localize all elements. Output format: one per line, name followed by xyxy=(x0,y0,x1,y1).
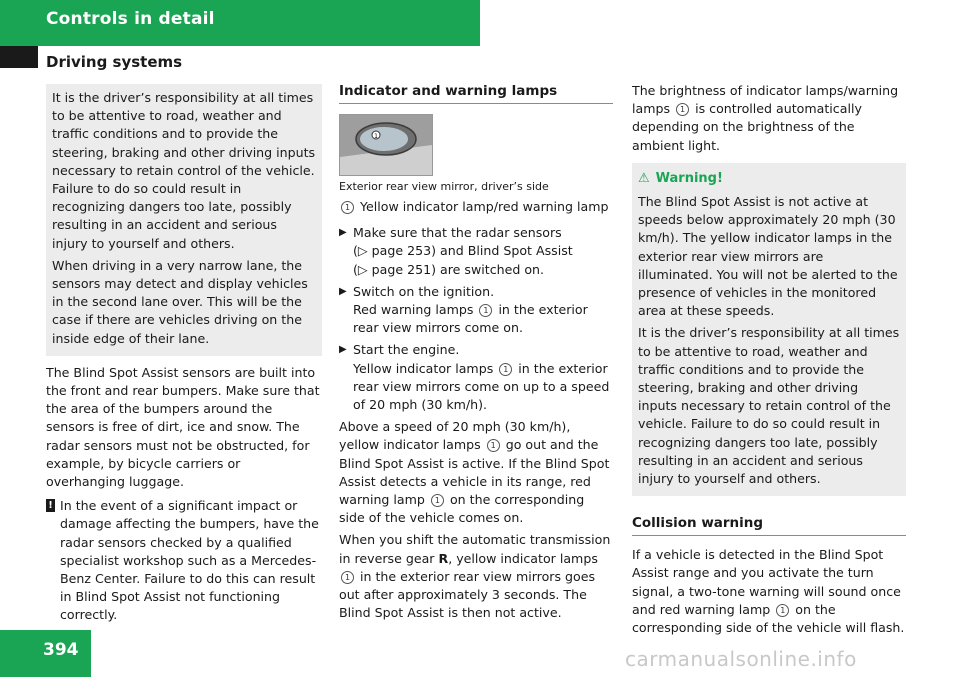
section-title: Driving systems xyxy=(46,53,183,71)
svg-text:1: 1 xyxy=(374,133,378,140)
step-1-text-b: page 253) and Blind Spot Assist xyxy=(371,243,573,259)
page-ref-icon: ▷ xyxy=(357,243,368,259)
step-3 xyxy=(339,341,613,414)
right-column xyxy=(632,82,906,641)
collision-text-b: on the corresponding side of the vehicle will flash. xyxy=(632,601,905,636)
damage-note-text: In the event of a significant impact or damage affecting the bumpers, have the radar sensors checked by a qualified specialist workshop such as a Mercedes-Benz Center. Failure to do this can result in Blind Spot Assist not functioning correctly. xyxy=(60,498,319,623)
brightness-paragraph xyxy=(632,82,906,155)
indicator-heading: Indicator and warning lamps xyxy=(339,82,613,104)
caution-text-1: It is the driver’s responsibility at all times to be attentive to road, weather and traffic conditions and to provide the steering, braking and other driving inputs necessary to retain control of the vehicle. Failure to do so could result in recognizing dangers too late, possibly resulting in an accident and serious injury to yourself and others. xyxy=(52,90,316,251)
callout-1-icon: 1 xyxy=(341,571,354,584)
mirror-illustration xyxy=(339,114,433,176)
active-text-b: go out and the Blind Spot Assist is active. If the Blind Spot Assist detects a vehicle in its range, red warning lamp xyxy=(339,437,610,508)
mirror-graphic xyxy=(340,115,432,175)
page-number: 394 xyxy=(43,640,79,660)
step-1: ▶ Make sure that the radar sensors (▷ page 253) and Blind Spot Assist (▷ page 251) are switched on. xyxy=(339,225,573,277)
step-3-text-a: Start the engine. xyxy=(353,342,460,358)
page-ref-icon: ▷ xyxy=(357,261,368,277)
callout-1-icon: 1 xyxy=(487,439,500,452)
step-2-text-b: Red warning lamps xyxy=(353,302,474,318)
collision-heading: Collision warning xyxy=(632,514,906,536)
step-3-text-c: in the exterior rear view mirrors come on up to a speed of 20 mph (30 km/h). xyxy=(353,360,610,413)
reverse-paragraph xyxy=(339,531,613,622)
callout-1-icon: 1 xyxy=(776,604,789,617)
legend-text: Yellow indicator lamp/red warning lamp xyxy=(360,199,609,214)
step-1-text-a: Make sure that the radar sensors xyxy=(353,225,562,241)
active-text-a: Above a speed of 20 mph (30 km/h), yellow indicator lamps xyxy=(339,419,571,453)
damage-note xyxy=(46,497,322,624)
step-2-text-a: Switch on the ignition. xyxy=(353,283,495,299)
warning-triangle-icon: ⚠ xyxy=(638,170,650,186)
callout-1-icon: 1 xyxy=(676,103,689,116)
left-column xyxy=(46,84,322,625)
step-arrow-icon: ▶ xyxy=(339,227,347,239)
reverse-text-c: in the exterior rear view mirrors goes out after approximately 3 seconds. The Blind Spot Assist is then not active. xyxy=(339,568,596,621)
brightness-text-a: The brightness of indicator lamps/warning lamps xyxy=(632,83,899,117)
collision-text-a: If a vehicle is detected in the Blind Spot Assist range and you activate the turn signal, a two-tone warning will sound once and red warning lamp xyxy=(632,547,901,617)
legend-line xyxy=(339,198,613,216)
collision-paragraph xyxy=(632,546,906,637)
step-2-text-c: in the exterior rear view mirrors come on. xyxy=(353,302,588,336)
step-3-text-b: Yellow indicator lamps xyxy=(353,360,494,376)
callout-1-icon: 1 xyxy=(479,304,492,317)
warning-text-1: The Blind Spot Assist is not active at speeds below approximately 20 mph (30 km/h). The yellow indicator lamps in the exterior rear view mirrors are illuminated. You will not be alerted to the presence of vehicles in the monitored area at these speeds. xyxy=(638,194,898,319)
active-text-c: on the corresponding side of the vehicle comes on. xyxy=(339,492,585,526)
caution-box xyxy=(46,84,322,356)
warning-text-2: It is the driver’s responsibility at all times to be attentive to road, weather and traffic conditions and to provide the steering, braking and other driving inputs necessary to retain control of the vehicle. Failure to do so could result in recognizing dangers too late, possibly resulting in an accident and serious injury to yourself and others. xyxy=(638,325,900,487)
middle-column xyxy=(339,82,613,626)
reverse-text-a: When you shift the automatic transmission in reverse gear xyxy=(339,532,611,566)
active-paragraph xyxy=(339,418,613,527)
callout-1-icon: 1 xyxy=(431,494,444,507)
warning-box xyxy=(632,163,906,496)
chapter-title: Controls in detail xyxy=(46,9,215,29)
exclamation-icon: ! xyxy=(46,499,55,512)
step-2 xyxy=(339,283,613,338)
step-arrow-icon: ▶ xyxy=(339,344,347,356)
caution-text-2: When driving in a very narrow lane, the sensors may detect and display vehicles in the second lane over. This will be the case if there are vehicles driving on the inside edge of their lane. xyxy=(52,257,308,346)
section-marker xyxy=(0,46,38,68)
step-arrow-icon: ▶ xyxy=(339,285,347,297)
reverse-text-b: , yellow indicator lamps xyxy=(448,550,598,566)
sensor-paragraph: The Blind Spot Assist sensors are built into the front and rear bumpers. Make sure that the area of the bumpers around the sensors is free of dirt, ice and snow. The radar sensors must not be obstructed, for example, by bicycle carriers or overhanging luggage. xyxy=(46,364,320,490)
callout-1-icon: 1 xyxy=(499,363,512,376)
brightness-text-b: is controlled automatically depending on the brightness of the ambient light. xyxy=(632,101,862,153)
figure-caption: Exterior rear view mirror, driver’s side xyxy=(339,180,549,193)
step-1-text-c: page 251) are switched on. xyxy=(371,261,545,277)
callout-1-icon: 1 xyxy=(341,201,354,214)
reverse-gear-label: R xyxy=(438,550,449,566)
warning-heading xyxy=(638,170,900,188)
watermark: carmanualsonline.info xyxy=(625,647,857,671)
warning-title: Warning! xyxy=(655,170,723,186)
